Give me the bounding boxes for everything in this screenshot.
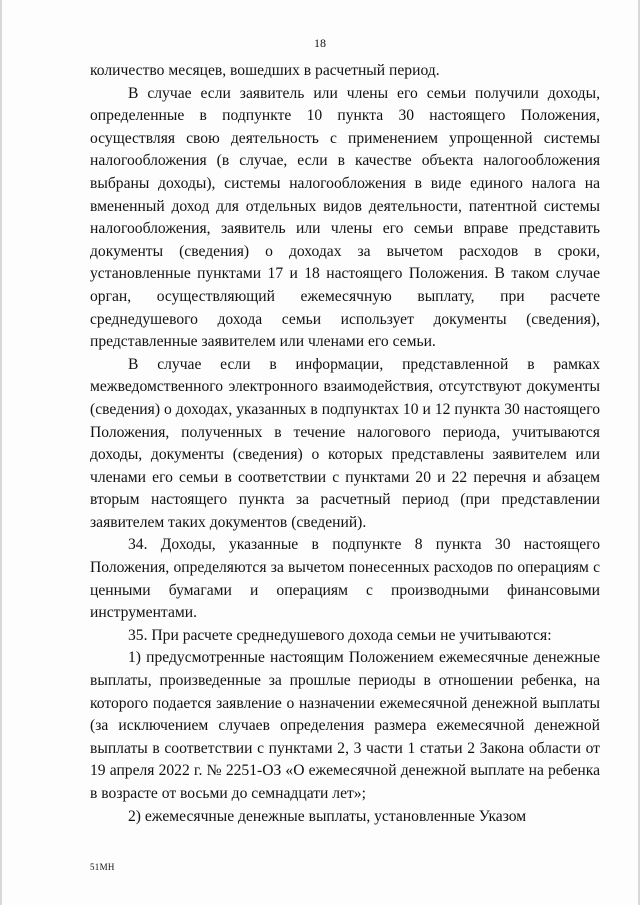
paragraph-clause-35: 35. При расчете среднедушевого дохода семьи не учитываются: <box>128 626 552 644</box>
paragraph-interagency-info: В случае если в информации, представленной в рамках межведомственного электронного взаимодействия, отсутствуют документы (сведения) о доходах, указанных в подпунктах 10 и 12 пункта 30 настоящего Положения, полученных в течение налогового периода, учитываются доходы, документы (сведения) о которых представлены заявителем или членами его семьи в соответствии с пунктами 20 и 22 перечня и абзацем вторым настоящего пункта за расчетный период (при представлении заявителем таких документов (сведений). <box>90 355 600 531</box>
paragraph-self-employed-income: В случае если заявитель или члены его семьи получили доходы, определенные в подпункте 10 пункта 30 настоящего Положения, осуществляя свою деятельность с применением упрощенной системы налогообложения (в случае, если в качестве объекта налогообложения выбраны доходы), системы налогообложения в виде единого налога на вмененный доход для отдельных видов деятельности, патентной системы налогообложения, заявитель или члены его семьи вправе представить документы (сведения) о доходах за вычетом расходов в сроки, установленные пунктами 17 и 18 настоящего Положения. В таком случае орган, осуществляющий ежемесячную выплату, при расчете среднедушевого дохода семьи использует документы (сведения), представленные заявителем или членами его семьи. <box>90 84 600 351</box>
page-left-edge <box>0 0 2 905</box>
paragraph-subclause-2: 2) ежемесячные денежные выплаты, установленные Указом <box>128 807 527 825</box>
paragraph-clause-34: 34. Доходы, указанные в подпункте 8 пункта 30 настоящего Положения, определяются за вычетом понесенных расходов по операциям с ценными бумагами и операциям с производными финансовыми инструментами. <box>90 536 600 622</box>
paragraph-subclause-1: 1) предусмотренные настоящим Положением ежемесячные денежные выплаты, произведенные за прошлые периоды в отношении ребенка, на которого подается заявление о назначении ежемесячной денежной выплаты (за исключением случаев определения размера ежемесячной денежной выплаты в соответствии с пунктами 2, 3 части 1 статьи 2 Закона области от 19 апреля 2022 г. № 2251-ОЗ «О ежемесячной денежной выплате на ребенка в возрасте от восьми до семнадцати лет»; <box>90 649 600 802</box>
footer-code: 51МН <box>90 862 115 872</box>
document-body <box>90 60 600 828</box>
paragraph-continuation: количество месяцев, вошедших в расчетный период. <box>90 62 440 79</box>
page-number: 18 <box>314 36 326 50</box>
